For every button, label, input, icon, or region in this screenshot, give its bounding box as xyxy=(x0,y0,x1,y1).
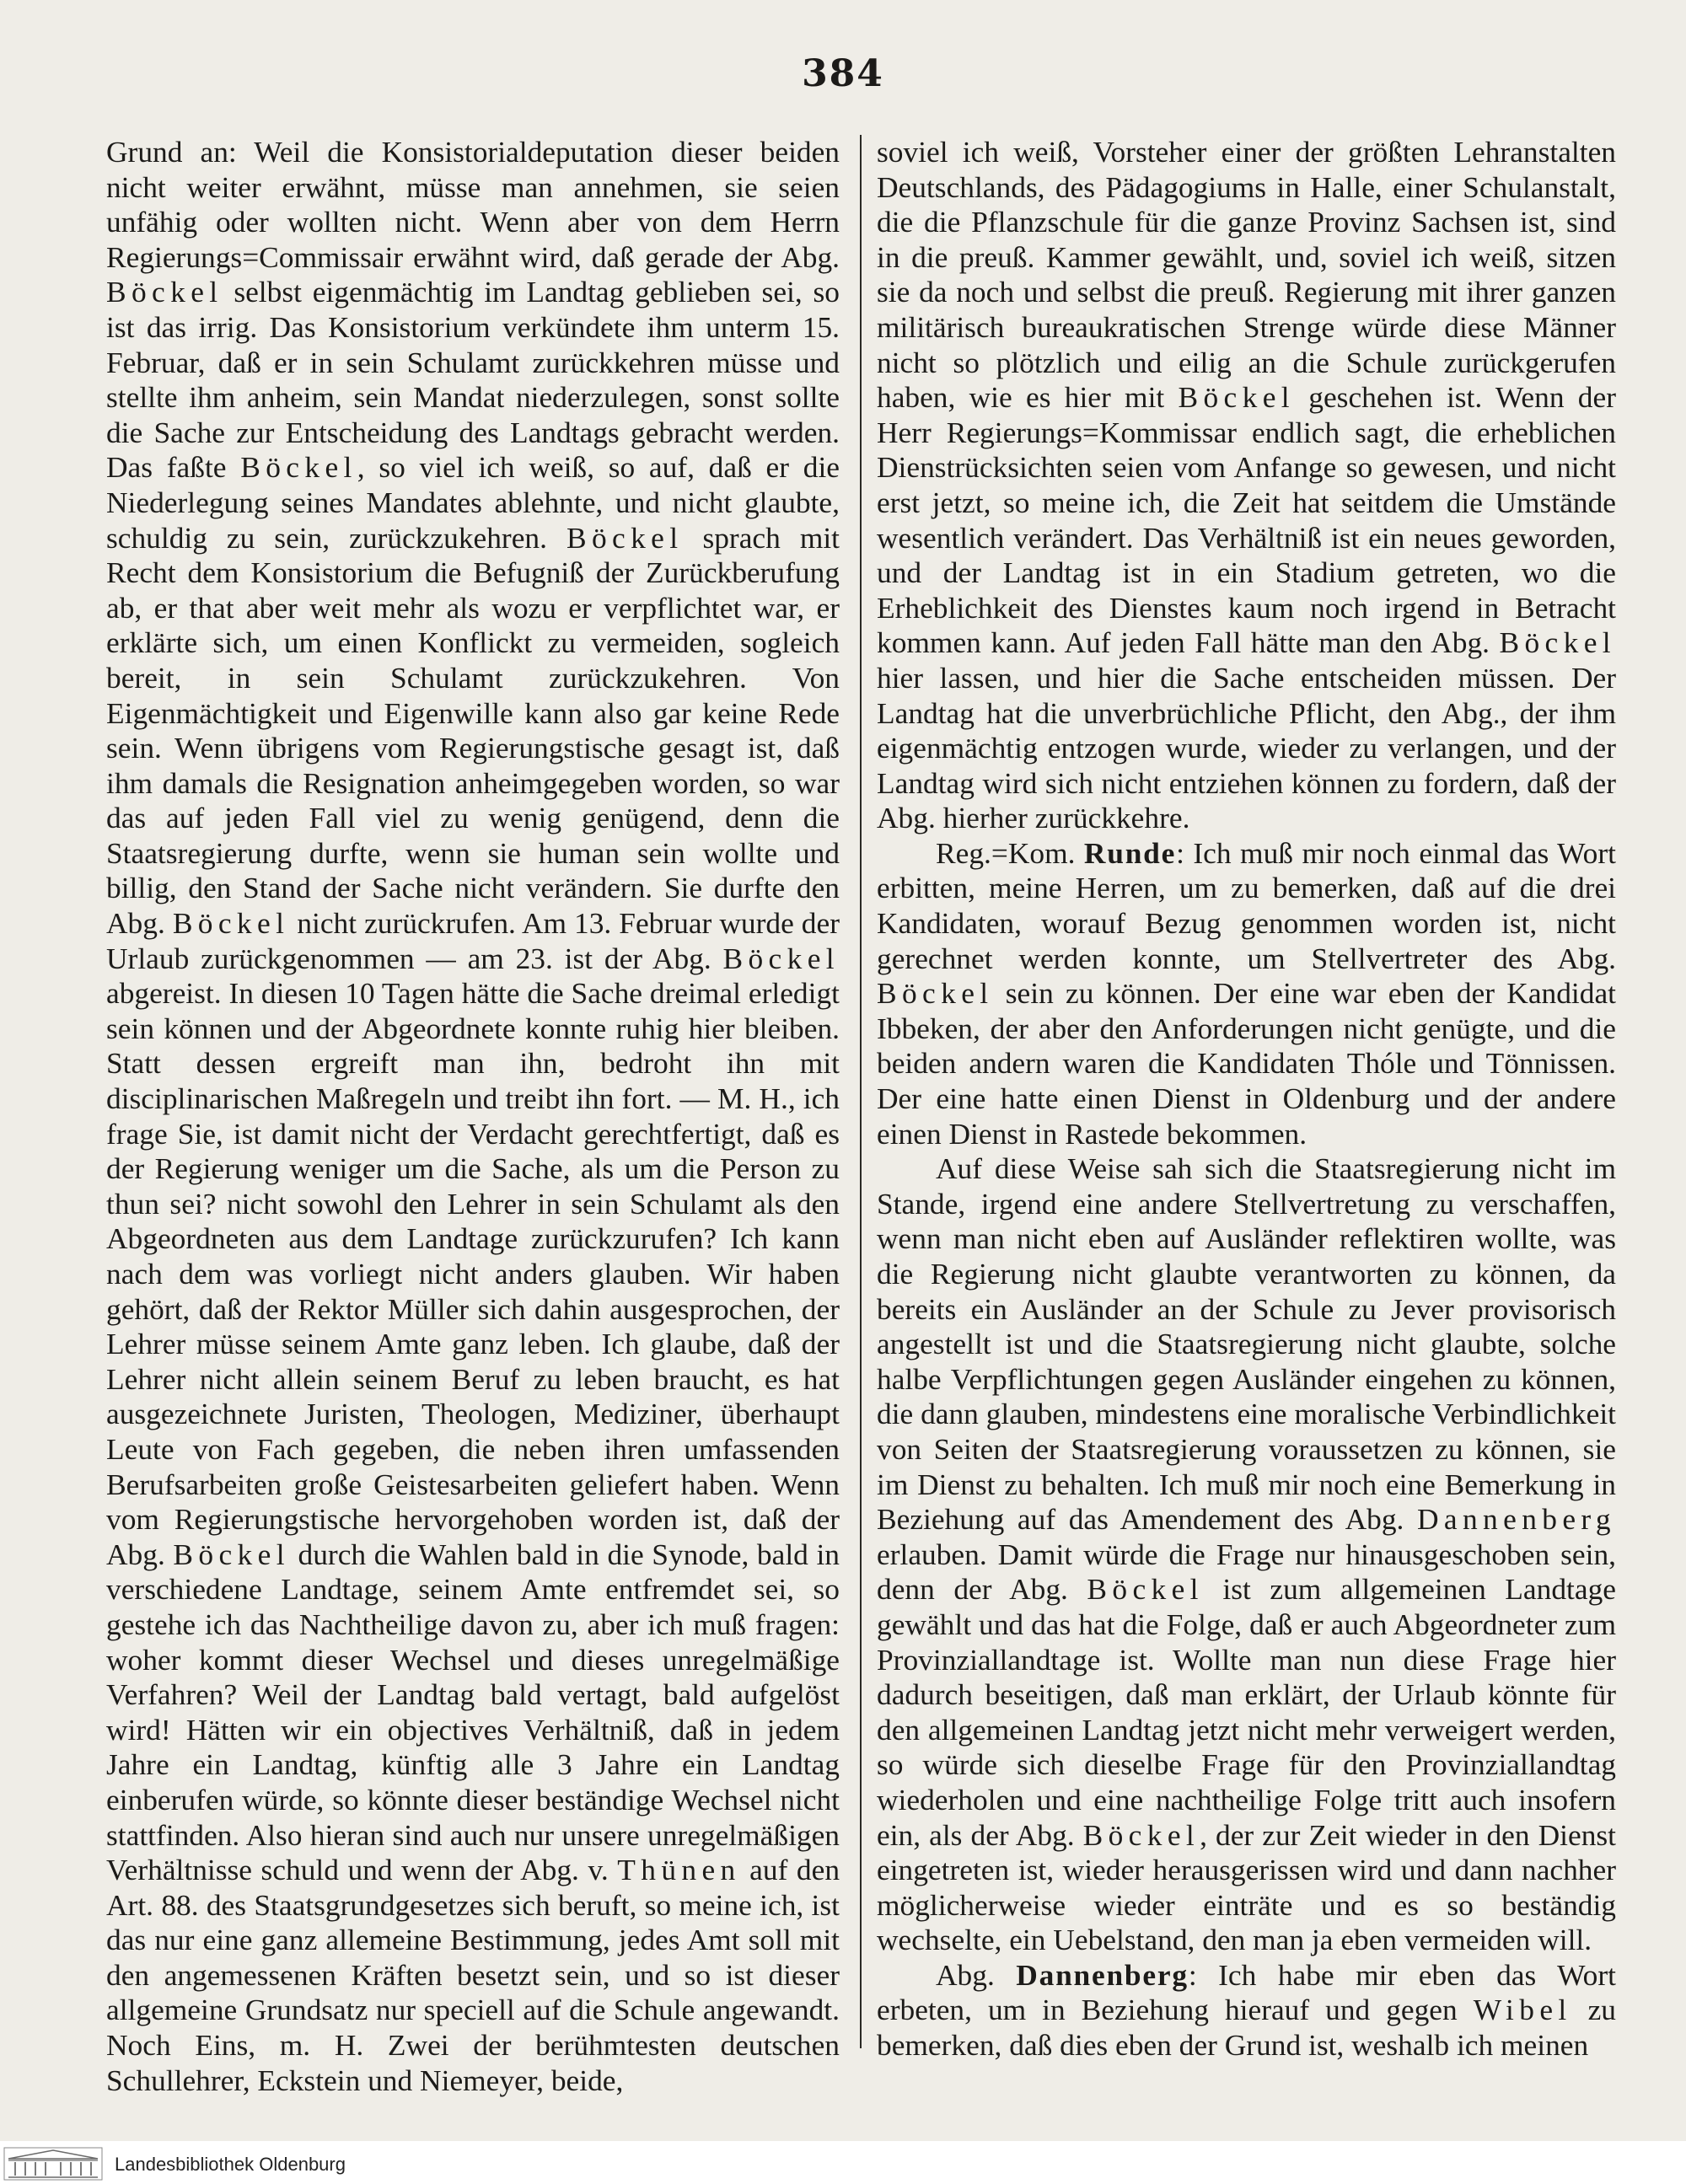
speaker-title: Reg.=Kom. xyxy=(936,835,1076,870)
person-name: Böckel xyxy=(1499,625,1616,660)
page-number: 384 xyxy=(802,52,884,95)
text-run: : Ich habe mir eben das Wort erbeten, um in Beziehung hierauf und gegen xyxy=(877,1957,1616,2027)
text-run: erlauben. Damit würde die Frage nur hinausgeschoben sein, denn der Abg. xyxy=(877,1537,1616,1607)
text-run: soviel ich weiß, Vorsteher einer der größten Lehranstalten Deutschlands, des Pädagogiums in Halle, einer Schulanstalt, die die Pflanzschule für die ganze Provinz Sachsen ist, sind in die preuß. Kammer gewählt, und, soviel ich weiß, sitzen sie da noch und selbst die preuß. Regierung mit ihrer ganzen militärisch bureaukratischen Strenge würde diese Männer nicht so plötzlich und eilig an die Schule zurückgerufen haben, wie es hier mit xyxy=(877,135,1616,415)
text-run: selbst eigenmächtig im Landtag geblieben sei, so ist das irrig. Das Konsistorium verkündete ihm unterm 15. Februar, daß er in sein Schulamt zurückkehren müsse und stellte ihm anheim, sein Mandat niederzulegen, sonst sollte die Sache zur Entscheidung des Landtags gebracht werden. Das faßte xyxy=(106,275,840,485)
speaker-name: Dannenberg xyxy=(1016,1957,1189,1992)
text-run: , der zur Zeit wieder in den Dienst eingetreten ist, wieder herausgerissen wird und dann nachher möglicherweise wieder einträte und es so beständig wechselte, ein Uebelstand, den man ja eben vermeiden will. xyxy=(877,1817,1616,1957)
right-paragraph-3 xyxy=(877,1151,1616,1958)
right-paragraph-2 xyxy=(877,836,1616,1151)
text-run: hier lassen, und hier die Sache entscheiden müssen. Der Landtag hat die unverbrüchliche Pflicht, den Abg., der ihm eigenmächtig entzogen wurde, wieder zu verlangen, und der Landtag wird sich nicht entziehen können zu fordern, daß der Abg. hierher zurückkehre. xyxy=(877,660,1616,835)
text-run: abgereist. In diesen 10 Tagen hätte die Sache dreimal erledigt sein können und der Abgeordnete konnte ruhig hier bleiben. Statt dessen ergreift man ihn, bedroht ihn mit disciplinarischen Maßregeln und treibt ihn fort. — M. H., ich frage Sie, ist damit nicht der Verdacht gerechtfertigt, daß es der Regierung weniger um die Sache, als um die Person zu thun sei? nicht sowohl den Lehrer in sein Schulamt als den Abgeordneten aus dem Landtage zurückzurufen? Ich kann nach dem was vorliegt nicht anders glauben. Wir haben gehört, daß der Rektor Müller sich dahin ausgesprochen, der Lehrer müsse seinem Amte ganz leben. Ich glaube, daß der Lehrer nicht allein seinem Beruf zu leben braucht, es hat ausgezeichnete Juristen, Theologen, Mediziner, überhaupt Leute von Fach gegeben, die neben ihren umfassenden Berufsarbeiten große Geistesarbeiten geliefert haben. Wenn vom Regierungstische hervorgehoben worden ist, daß der Abg. xyxy=(106,976,840,1571)
right-column xyxy=(877,135,1616,2063)
left-column xyxy=(106,135,840,2098)
person-name: Böckel xyxy=(240,450,357,485)
text-run: geschehen ist. Wenn der Herr Regierungs=Kommissar endlich sagt, die erheblichen Dienstrücksichten seien vom Anfange so gewesen, und nicht erst jetzt, so meine ich, die Zeit hat seitdem die Umstände wesentlich verändert. Das Verhältniß ist ein neues geworden, und der Landtag ist in ein Stadium getreten, wo die Erheblichkeit des Dienstes kaum noch irgend in Betracht kommen kann. Auf jeden Fall hätte man den Abg. xyxy=(877,380,1616,660)
person-name: Böckel xyxy=(172,906,290,941)
footer-bar xyxy=(0,2141,1686,2184)
left-paragraph-1 xyxy=(106,135,840,2098)
person-name: Böckel xyxy=(877,976,994,1011)
library-name: Landesbibliothek Oldenburg xyxy=(115,2154,346,2175)
right-paragraph-1 xyxy=(877,135,1616,836)
text-run: durch die Wahlen bald in die Synode, bald in verschiedene Landtage, seinem Amte entfremdet sei, so gestehe ich das Nachtheilige davon zu, aber ich muß fragen: woher kommt dieser Wechsel und dieses unregelmäßige Verfahren? Weil der Landtag bald vertagt, bald aufgelöst wird! Hätten wir ein objectives Verhältniß, daß in jedem Jahre ein Landtag, künftig alle 3 Jahre ein Landtag einberufen würde, so könnte dieser beständige Wechsel nicht stattfinden. Also hieran sind auch nur unsere unregelmäßigen Verhältnisse schuld und wenn der Abg. v. xyxy=(106,1537,840,1887)
text-run: nicht zurückrufen. Am 13. Februar wurde der Urlaub zurückgenommen — am 23. ist der Abg. xyxy=(106,906,840,975)
person-name: Böckel xyxy=(173,1537,290,1571)
text-run: auf den Art. 88. des Staatsgrundgesetzes sich beruft, so meine ich, ist das nur eine ganz allemeine Bestimmung, jedes Amt soll mit den angemessenen Kräften besetzt sein, und so ist dieser allgemeine Grundsatz nur speciell auf die Schule angewandt. Noch Eins, m. H. Zwei der berühmtesten deutschen Schullehrer, Eckstein und Niemeyer, beide, xyxy=(106,1853,840,2097)
text-run: Auf diese Weise sah sich die Staatsregierung nicht im Stande, irgend eine andere Stellvertretung zu verschaffen, wenn man nicht eben auf Ausländer reflektiren wollte, was die Regierung nicht glaubte verantworten zu können, da bereits ein Ausländer an der Schule zu Jever provisorisch angestellt ist und die Staatsregierung nicht glaubte, solche halbe Verpflichtungen gegen Ausländer eingehen zu können, die dann glauben, mindestens eine moralische Verbindlichkeit von Seiten der Staatsregierung voraussetzen zu können, sie im Dienst zu behalten. Ich muß mir noch eine Bemerkung in Beziehung auf das Amendement des Abg. xyxy=(877,1151,1616,1537)
person-name: Thünen xyxy=(617,1853,741,1887)
speaker-name: Runde xyxy=(1083,835,1177,870)
text-run: : Ich muß mir noch einmal das Wort erbitten, meine Herren, um zu bemerken, daß auf die drei Kandidaten, worauf Bezug genommen worden ist, nicht gerechnet werden konnte, um Stellvertreter des Abg. xyxy=(877,835,1616,975)
person-name: Dannenberg xyxy=(1416,1502,1616,1537)
person-name: Böckel xyxy=(722,941,840,975)
person-name: Böckel xyxy=(106,275,223,309)
person-name: Böckel xyxy=(1178,380,1295,415)
speaker-title: Abg. xyxy=(936,1957,995,1992)
text-run: sprach mit Recht dem Konsistorium die Befugniß der Zurückberufung ab, er that aber weit mehr als wozu er verpflichtet war, er erklärte sich, um einen Konflickt zu vermeiden, sogleich bereit, in sein Schulamt zurückzukehren. Von Eigenmächtigkeit und Eigenwille kann also gar keine Rede sein. Wenn übrigens vom Regierungstische gesagt ist, daß ihm damals die Resignation anheimgegeben worden, so war das auf jeden Fall viel zu wenig genügend, denn die Staatsregierung durfte, wenn sie human sein wollte und billig, den Stand der Sache nicht verändern. Sie durfte den Abg. xyxy=(106,520,840,941)
text-run: Grund an: Weil die Konsistorialdeputation dieser beiden nicht weiter erwähnt, müsse man annehmen, sie seien unfähig oder wollten nicht. Wenn aber von dem Herrn Regierungs=Commissair erwähnt wird, daß gerade der Abg. xyxy=(106,135,840,274)
right-paragraph-4 xyxy=(877,1958,1616,2063)
library-building-icon xyxy=(3,2147,103,2181)
text-run: , so viel ich weiß, so auf, daß er die Niederlegung seines Mandates ablehnte, und nicht glaubte, schuldig zu sein, zurückzukehren. xyxy=(106,450,840,555)
text-run: sein zu können. Der eine war eben der Kandidat Ibbeken, der aber den Anforderungen nicht genügte, und die beiden andern waren die Kandidaten Thóle und Tönnissen. Der eine hatte einen Dienst in Oldenburg und der andere einen Dienst in Rastede bekommen. xyxy=(877,976,1616,1151)
column-divider xyxy=(860,135,862,2048)
person-name: Böckel xyxy=(1087,1572,1204,1607)
text-run: zu bemerken, daß dies eben der Grund ist, weshalb ich meinen xyxy=(877,1993,1616,2063)
person-name: Wibel xyxy=(1473,1993,1572,2027)
person-name: Böckel xyxy=(1082,1817,1200,1852)
text-run: ist zum allgemeinen Landtage gewählt und das hat die Folge, daß er auch Abgeordneter zum Provinziallandtage ist. Wollte man nun diese Frage hier dadurch beseitigen, daß man erklärt, der Urlaub könnte für den allgemeinen Landtag jetzt nicht mehr verweigert werden, so würde sich dieselbe Frage für den Provinziallandtag wiederholen und eine nachtheilige Folge tritt auch insofern ein, als der Abg. xyxy=(877,1572,1616,1852)
person-name: Böckel xyxy=(566,520,684,555)
